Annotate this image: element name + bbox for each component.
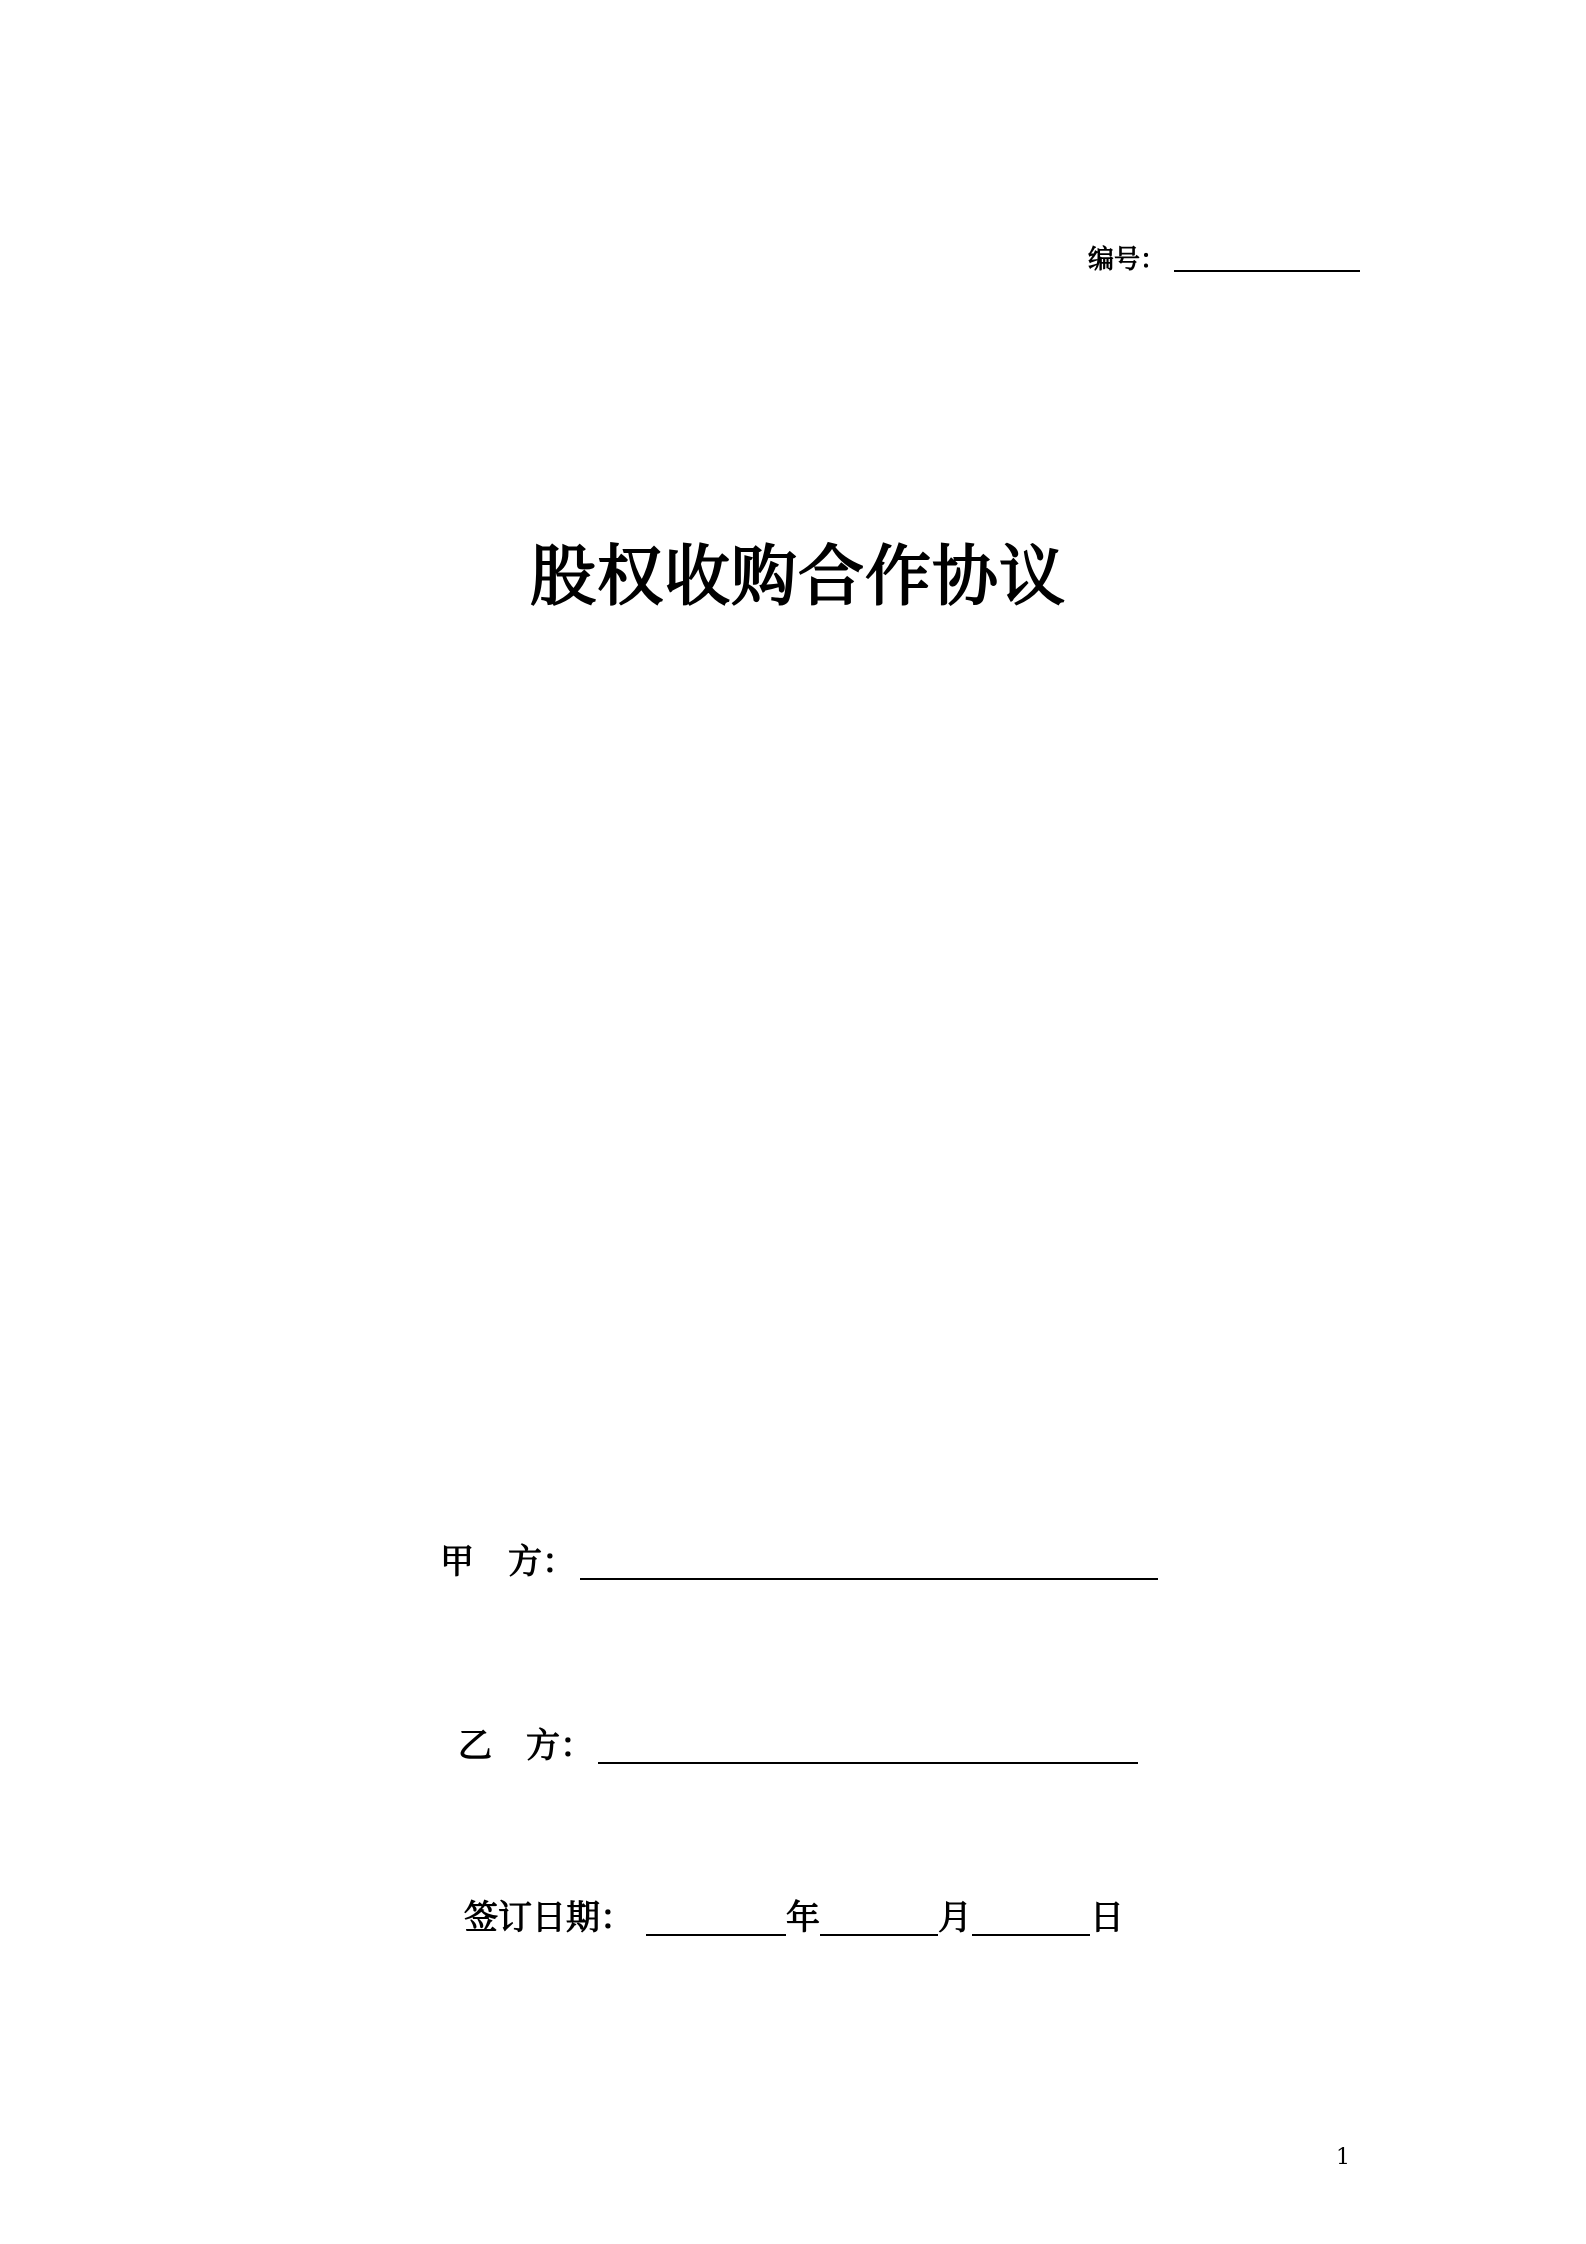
party-a-field (440, 1540, 1158, 1584)
party-a-label: 甲 方： (440, 1542, 576, 1582)
document-number-field (1088, 243, 1360, 277)
party-b-label: 乙 方： (458, 1726, 594, 1766)
sign-date-day-label: 日 (1090, 1898, 1124, 1938)
party-b-blank (598, 1732, 1138, 1764)
sign-date-field (464, 1896, 1124, 1940)
document-title: 股权收购合作协议 (530, 538, 1066, 615)
party-b-field (458, 1724, 1138, 1768)
party-a-blank (580, 1548, 1158, 1580)
sign-date-month-blank (820, 1904, 938, 1936)
sign-date-year-label: 年 (786, 1898, 820, 1938)
sign-date-year-blank (646, 1904, 786, 1936)
sign-date-month-label: 月 (938, 1898, 972, 1938)
document-number-label: 编号： (1088, 245, 1167, 275)
page-number: 1 (1336, 2145, 1350, 2170)
sign-date-label: 签订日期： (464, 1898, 634, 1938)
document-number-blank (1174, 244, 1360, 272)
sign-date-day-blank (972, 1904, 1090, 1936)
